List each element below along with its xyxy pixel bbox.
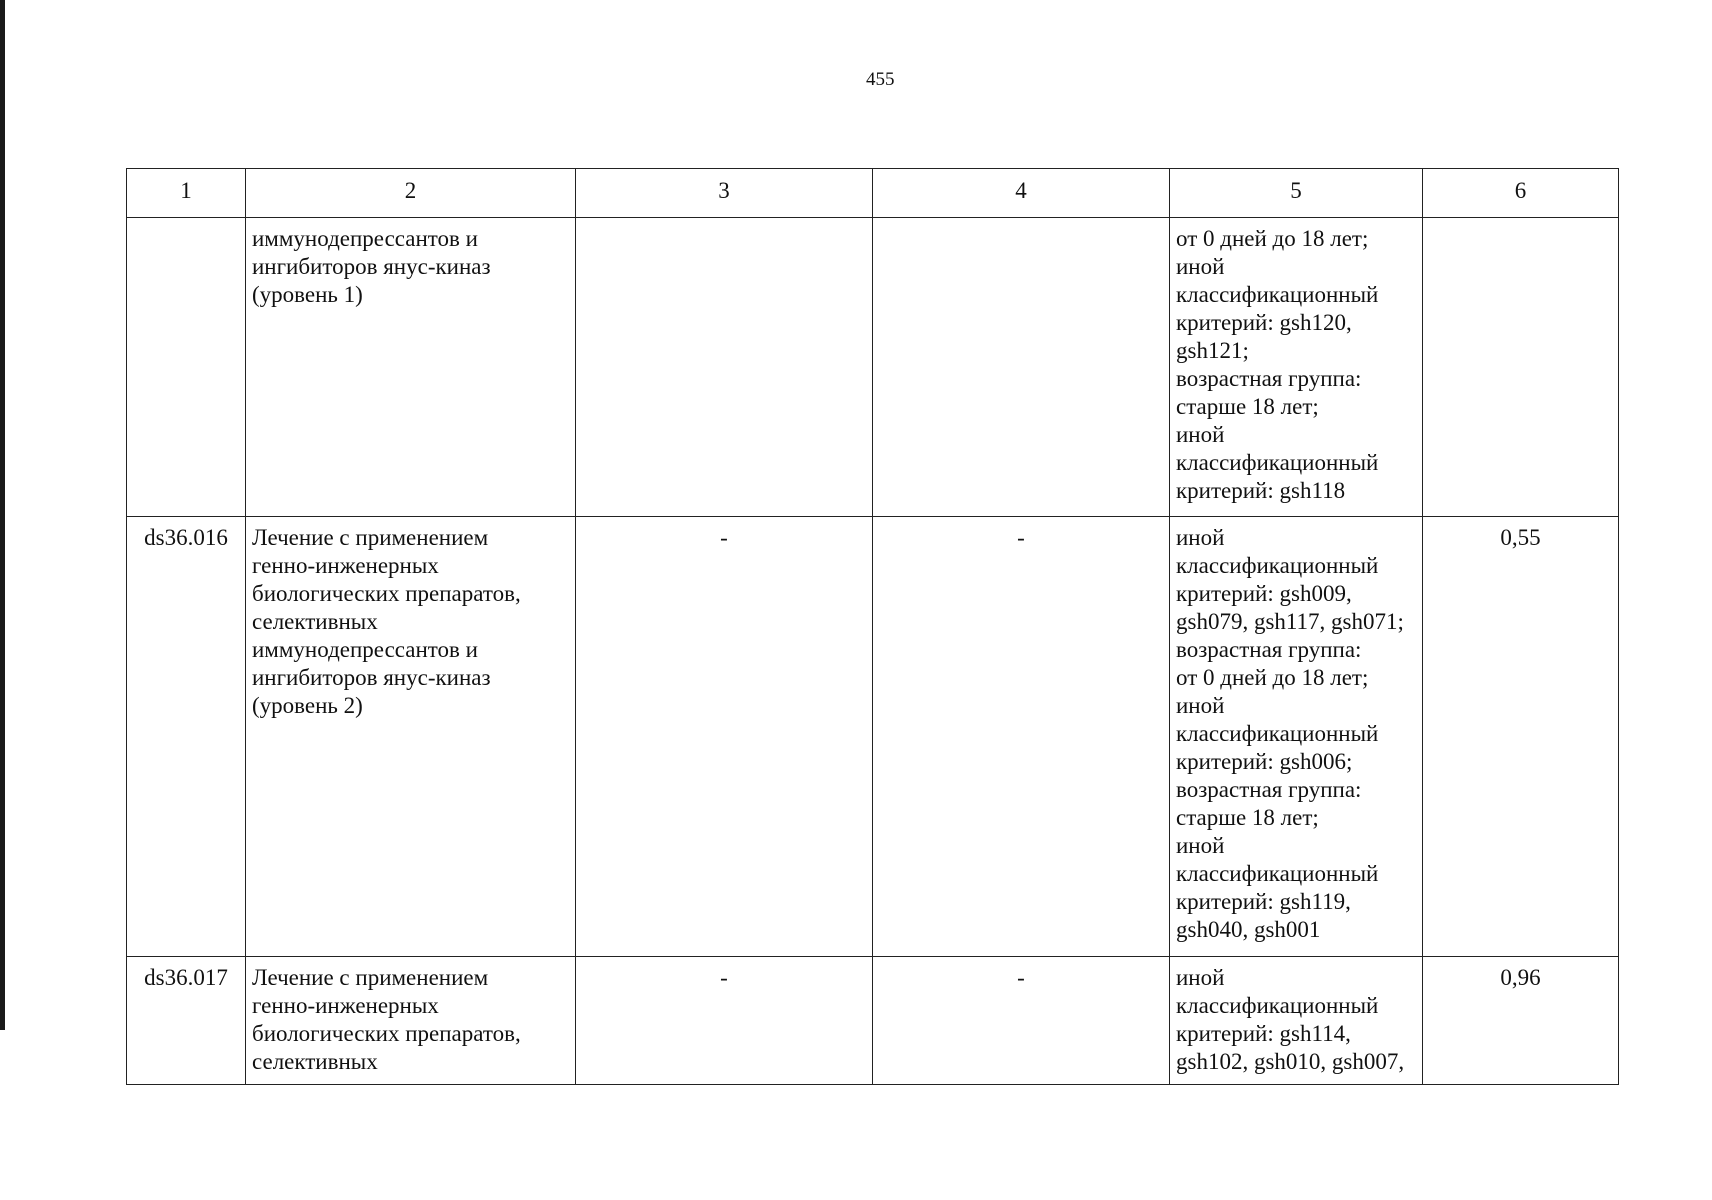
cell-criteria-line: критерий: gsh006; (1176, 749, 1353, 774)
cell-col3 (576, 218, 873, 517)
cell-criteria-line: gsh040, gsh001 (1176, 917, 1321, 942)
cell-name-line: иммунодепрессантов и (252, 226, 478, 251)
cell-criteria-line: возрастная группа: (1176, 366, 1362, 391)
cell-name-line: Лечение с применением (252, 965, 489, 990)
cell-criteria-line: классификационный (1176, 282, 1379, 307)
table-row (127, 218, 1619, 517)
cell-col4: - (873, 517, 1170, 957)
cell-code (127, 218, 246, 517)
tariff-table (126, 168, 1619, 1085)
cell-name (246, 517, 576, 957)
cell-col3: - (576, 517, 873, 957)
cell-criteria-line: иной (1176, 254, 1225, 279)
table-row (127, 957, 1619, 1085)
cell-name-line: Лечение с применением (252, 525, 489, 550)
cell-criteria-line: от 0 дней до 18 лет; (1176, 665, 1369, 690)
cell-name-line: генно-инженерных (252, 993, 439, 1018)
cell-criteria-line: старше 18 лет; (1176, 805, 1319, 830)
cell-name-line: селективных (252, 609, 378, 634)
cell-criteria-line: старше 18 лет; (1176, 394, 1319, 419)
cell-criteria-line: иной (1176, 525, 1225, 550)
header-col-4: 4 (873, 169, 1170, 218)
cell-coefficient: 0,96 (1423, 957, 1619, 1085)
cell-name-line: биологических препаратов, (252, 581, 521, 606)
header-col-1: 1 (127, 169, 246, 218)
cell-criteria-line: иной (1176, 422, 1225, 447)
cell-name-line: селективных (252, 1049, 378, 1074)
header-col-6: 6 (1423, 169, 1619, 218)
header-col-3: 3 (576, 169, 873, 218)
cell-name-line: ингибиторов янус-киназ (252, 665, 491, 690)
cell-criteria-line: критерий: gsh114, (1176, 1021, 1351, 1046)
cell-criteria-line: gsh079, gsh117, gsh071; (1176, 609, 1404, 634)
cell-criteria-line: критерий: gsh118 (1176, 478, 1346, 503)
header-col-5: 5 (1170, 169, 1423, 218)
header-col-2: 2 (246, 169, 576, 218)
cell-criteria-line: классификационный (1176, 993, 1379, 1018)
cell-col3: - (576, 957, 873, 1085)
cell-name-line: (уровень 2) (252, 693, 363, 718)
cell-criteria-line: возрастная группа: (1176, 637, 1362, 662)
cell-criteria-line: классификационный (1176, 861, 1379, 886)
cell-criteria-line: критерий: gsh120, (1176, 310, 1352, 335)
cell-criteria-line: от 0 дней до 18 лет; (1176, 226, 1369, 251)
cell-criteria-line: иной (1176, 833, 1225, 858)
scan-left-edge (0, 0, 5, 1030)
cell-col4: - (873, 957, 1170, 1085)
cell-criteria (1170, 957, 1423, 1085)
cell-name-line: иммунодепрессантов и (252, 637, 478, 662)
cell-criteria-line: классификационный (1176, 450, 1379, 475)
cell-criteria-line: gsh121; (1176, 338, 1249, 363)
cell-criteria-line: классификационный (1176, 553, 1379, 578)
cell-coefficient: 0,55 (1423, 517, 1619, 957)
cell-coefficient (1423, 218, 1619, 517)
cell-code: ds36.016 (127, 517, 246, 957)
cell-criteria-line: критерий: gsh119, (1176, 889, 1351, 914)
cell-criteria-line: gsh102, gsh010, gsh007, (1176, 1049, 1405, 1074)
cell-criteria-line: критерий: gsh009, (1176, 581, 1352, 606)
cell-col4 (873, 218, 1170, 517)
cell-name-line: ингибиторов янус-киназ (252, 254, 491, 279)
cell-criteria-line: возрастная группа: (1176, 777, 1362, 802)
cell-name-line: (уровень 1) (252, 282, 363, 307)
cell-criteria-line: иной (1176, 693, 1225, 718)
cell-criteria-line: иной (1176, 965, 1225, 990)
cell-name (246, 957, 576, 1085)
header-row (127, 169, 1619, 218)
table-row (127, 517, 1619, 957)
page-number: 455 (866, 69, 895, 90)
cell-criteria (1170, 517, 1423, 957)
cell-name (246, 218, 576, 517)
cell-criteria (1170, 218, 1423, 517)
cell-code: ds36.017 (127, 957, 246, 1085)
cell-name-line: биологических препаратов, (252, 1021, 521, 1046)
cell-criteria-line: классификационный (1176, 721, 1379, 746)
cell-name-line: генно-инженерных (252, 553, 439, 578)
